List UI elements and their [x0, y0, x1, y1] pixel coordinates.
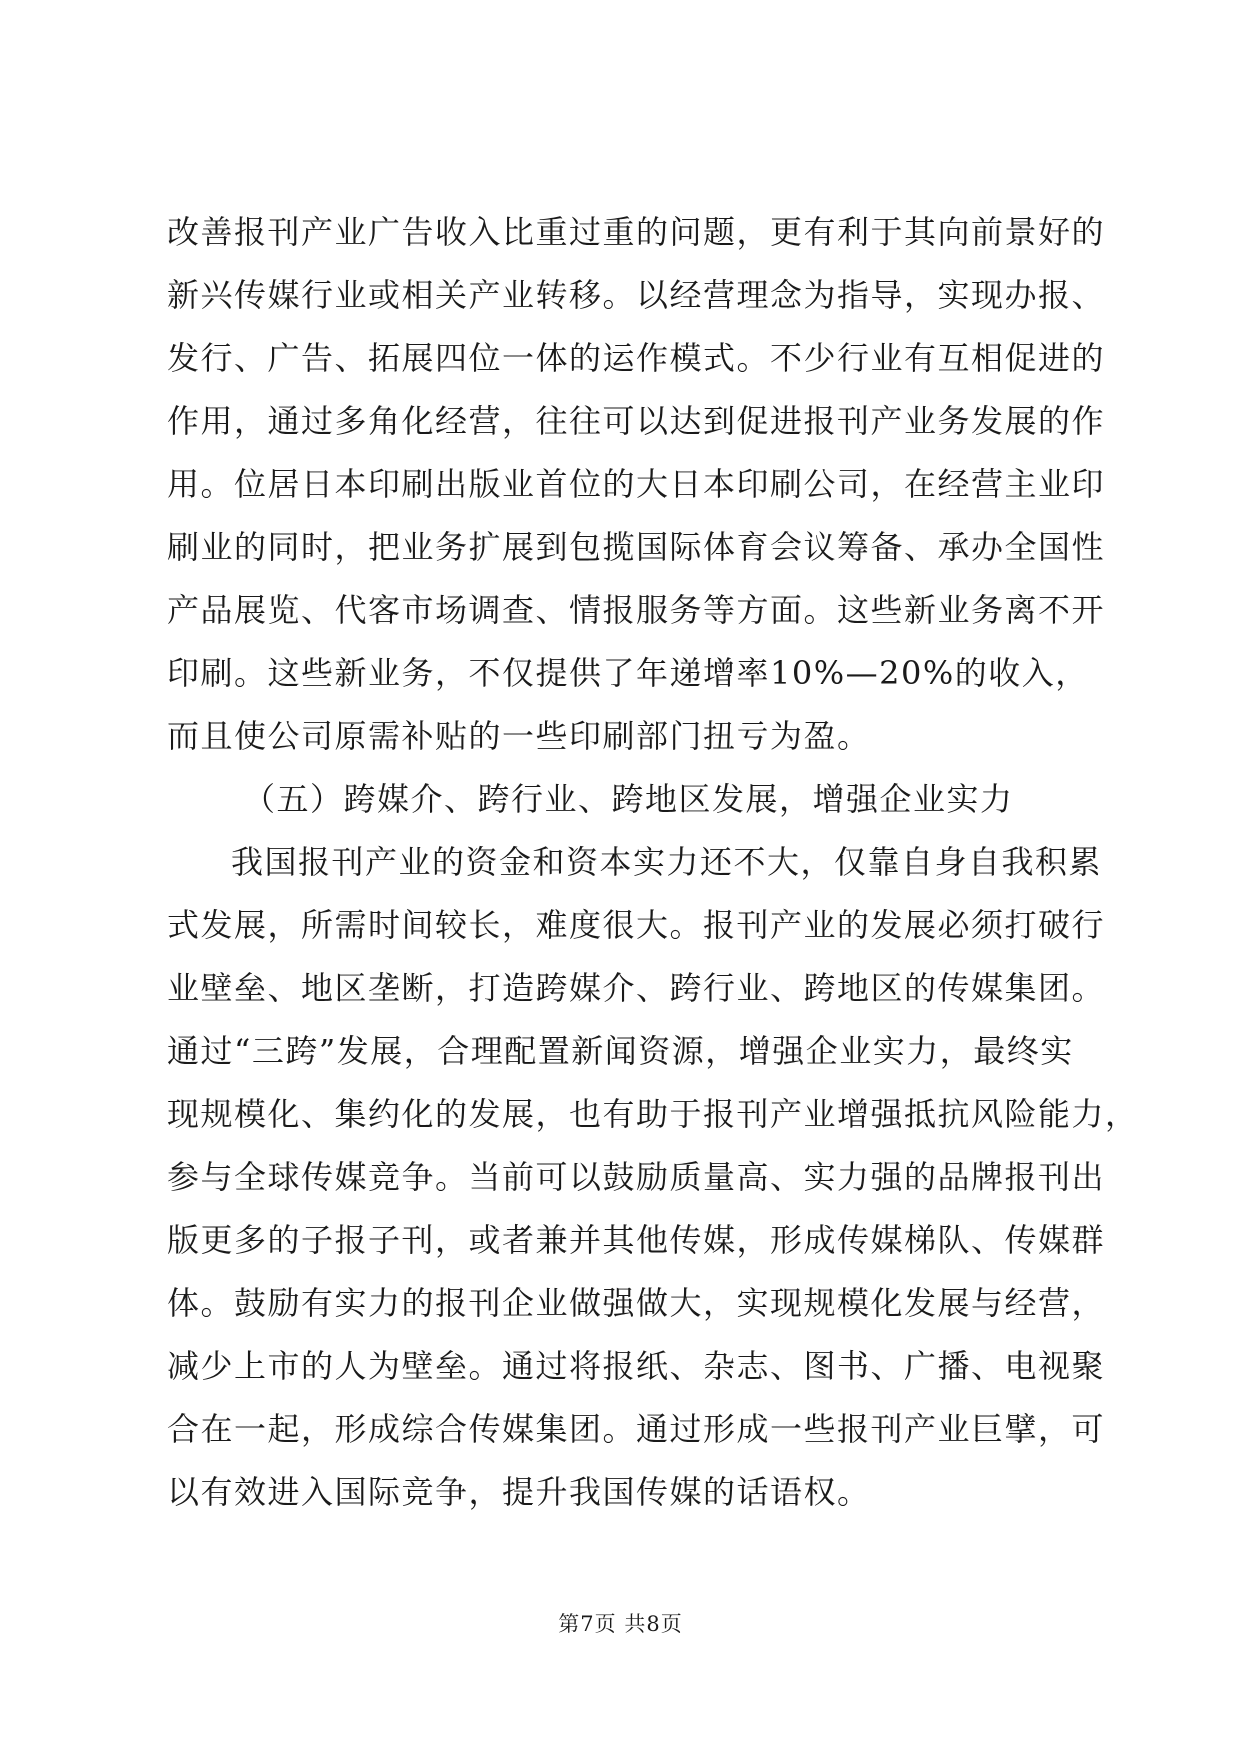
text-line: 现规模化、集约化的发展，也有助于报刊产业增强抵抗风险能力， — [167, 1095, 1139, 1133]
text-line: 版更多的子报子刊，或者兼并其他传媒，形成传媒梯队、传媒群 — [167, 1221, 1106, 1259]
text-line: 以有效进入国际竞争，提升我国传媒的话语权。 — [167, 1473, 871, 1511]
text-line: 刷业的同时，把业务扩展到包揽国际体育会议筹备、承办全国性 — [167, 528, 1106, 566]
text-line: 发行、广告、拓展四位一体的运作模式。不少行业有互相促进的 — [167, 339, 1106, 377]
section-heading: （五）跨媒介、跨行业、跨地区发展，增强企业实力 — [243, 780, 1014, 818]
text-line: 印刷。这些新业务，不仅提供了年递增率10%—20%的收入， — [167, 654, 1089, 692]
text-line: 业壁垒、地区垄断，打造跨媒介、跨行业、跨地区的传媒集团。 — [167, 969, 1106, 1007]
text-line: 我国报刊产业的资金和资本实力还不大，仅靠自身自我积累 — [231, 843, 1103, 881]
text-line: 用。位居日本印刷出版业首位的大日本印刷公司，在经营主业印 — [167, 465, 1106, 503]
text-line: 而且使公司原需补贴的一些印刷部门扭亏为盈。 — [167, 717, 871, 755]
text-line: 作用，通过多角化经营，往往可以达到促进报刊产业务发展的作 — [167, 402, 1106, 440]
page-number-footer: 第7页 共8页 — [558, 1612, 683, 1636]
text-line: 式发展，所需时间较长，难度很大。报刊产业的发展必须打破行 — [167, 906, 1106, 944]
text-line: 新兴传媒行业或相关产业转移。以经营理念为指导，实现办报、 — [167, 276, 1106, 314]
text-line: 体。鼓励有实力的报刊企业做强做大，实现规模化发展与经营， — [167, 1284, 1106, 1322]
text-line: 产品展览、代客市场调查、情报服务等方面。这些新业务离不开 — [167, 591, 1106, 629]
text-line: 参与全球传媒竞争。当前可以鼓励质量高、实力强的品牌报刊出 — [167, 1158, 1106, 1196]
text-line: 改善报刊产业广告收入比重过重的问题，更有利于其向前景好的 — [167, 213, 1106, 251]
text-line: 减少上市的人为壁垒。通过将报纸、杂志、图书、广播、电视聚 — [167, 1347, 1106, 1385]
text-line: 通过“三跨”发展，合理配置新闻资源，增强企业实力，最终实 — [167, 1032, 1074, 1070]
text-line: 合在一起，形成综合传媒集团。通过形成一些报刊产业巨擘，可 — [167, 1410, 1106, 1448]
